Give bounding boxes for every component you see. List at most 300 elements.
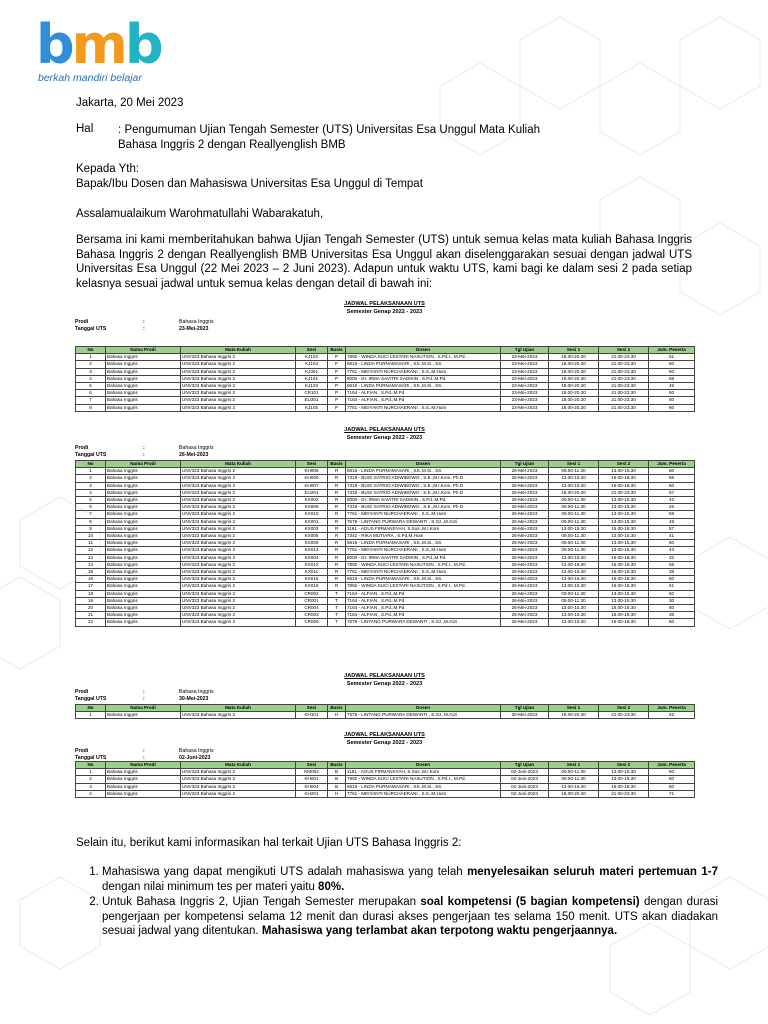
table-cell: Bahasa Inggris bbox=[106, 475, 181, 482]
table-cell: B bbox=[328, 783, 346, 790]
table-cell: 26-Mei-2023 bbox=[501, 576, 549, 583]
column-header: Mata Kuliah bbox=[181, 461, 296, 468]
table-cell: KH007 bbox=[296, 482, 328, 489]
table-cell: 26-Mei-2023 bbox=[501, 497, 549, 504]
prodi-value: Bahasa Inggris bbox=[179, 689, 214, 695]
table-cell: 26-Mei-2023 bbox=[501, 554, 549, 561]
table-cell: P bbox=[328, 375, 346, 382]
table-cell: 13.00-15.30 bbox=[549, 569, 599, 576]
table-cell: 7751 - MEIYANTI NURCHAERANI , S.S.,M.Hum bbox=[346, 368, 501, 375]
table-cell: UNV323 Bahasa Inggris 2 bbox=[181, 547, 296, 554]
table-cell: UNV323 Bahasa Inggris 2 bbox=[181, 612, 296, 619]
table-cell: Bahasa Inggris bbox=[106, 576, 181, 583]
table-cell: 02-Juni-2023 bbox=[501, 783, 549, 790]
table-cell: 26-Mei-2023 bbox=[501, 533, 549, 540]
table-cell: 7318 - BUGI SATRIO ADIWIBOWO , S.E.,M.I.Kom, Ph.D bbox=[346, 489, 501, 496]
table-header-row bbox=[76, 762, 695, 769]
table-cell: 13.00-15.30 bbox=[599, 590, 649, 597]
table-cell: 18 bbox=[76, 590, 106, 597]
table-cell: 60 bbox=[649, 482, 695, 489]
table-cell: R bbox=[328, 569, 346, 576]
table-row bbox=[76, 533, 695, 540]
table-cell: 51 bbox=[649, 354, 695, 361]
table-row bbox=[76, 554, 695, 561]
table-cell: KJ101 bbox=[296, 375, 328, 382]
column-header: No bbox=[76, 461, 106, 468]
table-row bbox=[76, 547, 695, 554]
table-cell: UNV323 Bahasa Inggris 2 bbox=[181, 497, 296, 504]
table-cell: Bahasa Inggris bbox=[106, 482, 181, 489]
table-cell: 09.00-11.30 bbox=[549, 769, 599, 776]
table-row bbox=[76, 561, 695, 568]
table-cell: KJ102 bbox=[296, 354, 328, 361]
tanggal-value: 26-Mei-2023 bbox=[179, 452, 209, 458]
table-cell: 20 bbox=[76, 605, 106, 612]
prodi-colon: : bbox=[143, 689, 145, 695]
schedule-table bbox=[75, 761, 695, 798]
table-cell: 3 bbox=[76, 368, 106, 375]
table-header-row bbox=[76, 461, 695, 468]
table-cell: 16.00-18.30 bbox=[599, 561, 649, 568]
table-cell: R bbox=[328, 468, 346, 475]
table-cell: 13.00-15.30 bbox=[549, 561, 599, 568]
table-cell: UNV323 Bahasa Inggris 2 bbox=[181, 468, 296, 475]
table-cell: UNV323 Bahasa Inggris 2 bbox=[181, 475, 296, 482]
table-cell: 13.00-15.30 bbox=[599, 511, 649, 518]
table-cell: 10 bbox=[76, 533, 106, 540]
table-cell: P bbox=[328, 397, 346, 404]
table-cell: R bbox=[328, 511, 346, 518]
table-cell: 55 bbox=[649, 561, 695, 568]
schedule-subtitle: Semester Genap 2022 - 2023 bbox=[346, 309, 423, 315]
table-cell: 26-Mei-2023 bbox=[501, 518, 549, 525]
table-cell: 23-Mei-2023 bbox=[501, 368, 549, 375]
table-cell: 21.00-23.30 bbox=[599, 390, 649, 397]
table-cell: 43 bbox=[649, 547, 695, 554]
column-header: Sesi 1 bbox=[549, 705, 599, 712]
table-cell: 2 bbox=[76, 361, 106, 368]
table-cell: 26-Mei-2023 bbox=[501, 583, 549, 590]
table-cell: R bbox=[328, 533, 346, 540]
table-row bbox=[76, 605, 695, 612]
table-cell: Bahasa Inggris bbox=[106, 468, 181, 475]
table-cell: 7164 - ALFIAN , S.Pd.,M.Pd bbox=[346, 597, 501, 604]
table-header-row bbox=[76, 705, 695, 712]
table-cell: KX004 bbox=[296, 554, 328, 561]
column-header: Tgl Ujian bbox=[501, 762, 549, 769]
table-cell: 18.00-20.30 bbox=[549, 397, 599, 404]
table-cell: 16.00-18.30 bbox=[599, 569, 649, 576]
table-cell: 13.00-15.30 bbox=[599, 547, 649, 554]
table-cell: 6 bbox=[76, 390, 106, 397]
table-cell: 7318 - BUGI SATRIO ADIWIBOWO , S.E.,M.I.Kom, Ph.D bbox=[346, 504, 501, 511]
table-cell: 21 bbox=[76, 612, 106, 619]
table-cell: Bahasa Inggris bbox=[106, 397, 181, 404]
logo-wordmark: bmb bbox=[36, 13, 161, 76]
table-cell: T bbox=[328, 605, 346, 612]
tanggal-label: Tanggal UTS bbox=[75, 696, 107, 702]
schedule-subtitle: Semester Genap 2022 - 2023 bbox=[346, 681, 423, 687]
table-cell: Bahasa Inggris bbox=[106, 390, 181, 397]
table-cell: 60 bbox=[649, 404, 695, 411]
table-cell: Bahasa Inggris bbox=[106, 597, 181, 604]
table-cell: EU201 bbox=[296, 489, 328, 496]
table-cell: 5 bbox=[76, 497, 106, 504]
table-cell: 6616 - LINDA PURNAMASARI , SS.,M.Si., SS. bbox=[346, 540, 501, 547]
table-row bbox=[76, 569, 695, 576]
table-cell: 50 bbox=[649, 590, 695, 597]
table-cell: 60 bbox=[649, 769, 695, 776]
table-row bbox=[76, 769, 695, 776]
table-cell: Bahasa Inggris bbox=[106, 518, 181, 525]
table-cell: R bbox=[328, 482, 346, 489]
table-cell: UNV323 Bahasa Inggris 2 bbox=[181, 489, 296, 496]
table-cell: UNV323 Bahasa Inggris 2 bbox=[181, 605, 296, 612]
bmb-logo bbox=[36, 13, 161, 90]
table-cell: 7318 - BUGI SATRIO ADIWIBOWO , S.E.,M.I.Kom, Ph.D bbox=[346, 475, 501, 482]
table-cell: 7751 - MEIYANTI NURCHAERANI , S.S.,M.Hum bbox=[346, 404, 501, 411]
table-cell: Bahasa Inggris bbox=[106, 590, 181, 597]
table-cell: 16.00-18.30 bbox=[599, 475, 649, 482]
table-cell: 16.00-18.30 bbox=[599, 554, 649, 561]
column-header: Sesi 1 bbox=[549, 762, 599, 769]
table-cell: B bbox=[328, 776, 346, 783]
tanggal-colon: : bbox=[143, 755, 145, 761]
prodi-label: Prodi bbox=[75, 319, 89, 325]
table-cell: 7 bbox=[76, 397, 106, 404]
info-list bbox=[76, 865, 718, 940]
table-cell: Bahasa Inggris bbox=[106, 605, 181, 612]
column-header: Sesi 2 bbox=[599, 705, 649, 712]
table-cell: 18.00-20.30 bbox=[549, 368, 599, 375]
table-cell: 21.00-23.30 bbox=[599, 383, 649, 390]
table-cell: R bbox=[328, 547, 346, 554]
table-row bbox=[76, 776, 695, 783]
table-cell: 26-Mei-2023 bbox=[501, 605, 549, 612]
table-cell: R bbox=[328, 540, 346, 547]
table-row bbox=[76, 540, 695, 547]
table-cell: 18.00-20.30 bbox=[549, 712, 599, 719]
table-cell: 2 bbox=[76, 776, 106, 783]
table-cell: 16.00-18.30 bbox=[599, 576, 649, 583]
table-cell: 45 bbox=[649, 383, 695, 390]
tanggal-label: Tanggal UTS bbox=[75, 755, 107, 761]
table-cell: 18.00-20.30 bbox=[549, 375, 599, 382]
table-cell: 21.00-23.30 bbox=[599, 489, 649, 496]
table-cell: 1 bbox=[76, 468, 106, 475]
recipient-label: Kepada Yth: bbox=[76, 163, 140, 175]
table-cell: 21.00-23.30 bbox=[599, 375, 649, 382]
table-cell: Bahasa Inggris bbox=[106, 533, 181, 540]
table-cell: KH201 bbox=[296, 790, 328, 797]
recipient-value: Bapak/Ibu Dosen dan Mahasiswa Universitas Esa Unggul di Tempat bbox=[76, 178, 423, 190]
table-cell: 13 bbox=[76, 554, 106, 561]
column-header: Tgl Ujian bbox=[501, 461, 549, 468]
table-cell: KX009 bbox=[296, 540, 328, 547]
table-cell: 13.00-15.30 bbox=[549, 554, 599, 561]
table-cell: Bahasa Inggris bbox=[106, 504, 181, 511]
table-cell: 18.00-20.30 bbox=[549, 489, 599, 496]
table-cell: 6616 - LINDA PURNAMASARI , SS.,M.Si., SS. bbox=[346, 361, 501, 368]
column-header: Sesi bbox=[296, 347, 328, 354]
tanggal-label: Tanggal UTS bbox=[75, 326, 107, 332]
table-row bbox=[76, 612, 695, 619]
table-cell: 26-Mei-2023 bbox=[501, 547, 549, 554]
schedule-title: JADWAL PELAKSANAAN UTS bbox=[344, 427, 425, 433]
column-header: Sesi bbox=[296, 461, 328, 468]
table-cell: Bahasa Inggris bbox=[106, 375, 181, 382]
table-cell: 30 bbox=[649, 597, 695, 604]
table-cell: Bahasa Inggris bbox=[106, 583, 181, 590]
column-header: Mata Kuliah bbox=[181, 762, 296, 769]
table-cell: 09.00-11.30 bbox=[549, 497, 599, 504]
table-row bbox=[76, 354, 695, 361]
table-cell: UNV323 Bahasa Inggris 2 bbox=[181, 397, 296, 404]
tanggal-colon: : bbox=[143, 452, 145, 458]
table-cell: 7164 - ALFIAN , S.Pd.,M.Pd bbox=[346, 590, 501, 597]
table-row bbox=[76, 482, 695, 489]
table-row bbox=[76, 390, 695, 397]
table-cell: 09.00-11.30 bbox=[549, 540, 599, 547]
table-cell: 7164 - ALFIAN , S.Pd.,M.Pd bbox=[346, 397, 501, 404]
table-cell: Bahasa Inggris bbox=[106, 612, 181, 619]
table-cell: 13.00-15.30 bbox=[549, 475, 599, 482]
table-cell: 38 bbox=[649, 569, 695, 576]
table-cell: UNV323 Bahasa Inggris 2 bbox=[181, 540, 296, 547]
table-cell: 09.00-11.30 bbox=[549, 511, 599, 518]
table-row bbox=[76, 518, 695, 525]
table-cell: KH005 bbox=[296, 475, 328, 482]
table-cell: R bbox=[328, 561, 346, 568]
table-cell: 5 bbox=[76, 383, 106, 390]
table-cell: 09.00-11.30 bbox=[549, 590, 599, 597]
table-cell: 13.00-15.30 bbox=[549, 783, 599, 790]
column-header: Sesi bbox=[296, 705, 328, 712]
table-cell: 19 bbox=[76, 597, 106, 604]
table-row bbox=[76, 504, 695, 511]
table-cell: 8000 - Dr. IRMA SAVITRI SADIKIN , S.Pd.,M.Pd. bbox=[346, 375, 501, 382]
tanggal-label: Tanggal UTS bbox=[75, 452, 107, 458]
table-cell: 26-Mei-2023 bbox=[501, 590, 549, 597]
table-cell: UNV323 Bahasa Inggris 2 bbox=[181, 712, 296, 719]
column-header: Sesi 2 bbox=[599, 762, 649, 769]
table-cell: KX019 bbox=[296, 583, 328, 590]
table-cell: KH004 bbox=[296, 783, 328, 790]
table-row bbox=[76, 576, 695, 583]
table-cell: R bbox=[328, 497, 346, 504]
schedule-title: JADWAL PELAKSANAAN UTS bbox=[344, 732, 425, 738]
table-cell: KX003 bbox=[296, 525, 328, 532]
table-cell: 60 bbox=[649, 783, 695, 790]
table-cell: 13.00-15.30 bbox=[549, 605, 599, 612]
prodi-label: Prodi bbox=[75, 689, 89, 695]
table-cell: 16 bbox=[76, 576, 106, 583]
column-header: Nama Prodi bbox=[106, 461, 181, 468]
table-cell: 13.00-15.30 bbox=[549, 525, 599, 532]
table-row bbox=[76, 375, 695, 382]
table-cell: T bbox=[328, 597, 346, 604]
table-cell: UNV323 Bahasa Inggris 2 bbox=[181, 504, 296, 511]
table-cell: KX013 bbox=[296, 547, 328, 554]
table-cell: 4 bbox=[76, 790, 106, 797]
table-cell: 02-Juni-2023 bbox=[501, 769, 549, 776]
intro-paragraph: Bersama ini kami memberitahukan bahwa Ujian Tengah Semester (UTS) untuk semua kelas mata kuliah Bahasa Inggris Bahasa Inggris 2 dengan Reallyenglish BMB Universitas Esa Unggul akan diselenggarakan sesuai dengan jadwal UTS Universitas Esa Unggul (22 Mei 2023 – 2 Juni 2023). Adapun untuk waktu UTS, kami bagi ke dalam sesi 2 pada setiap kelasnya sesuai jadwal untuk semua kelas dengan detail di bawah ini: bbox=[76, 234, 692, 290]
table-cell: 60 bbox=[649, 390, 695, 397]
table-row bbox=[76, 783, 695, 790]
table-cell: UNV323 Bahasa Inggris 2 bbox=[181, 525, 296, 532]
table-row bbox=[76, 511, 695, 518]
prodi-label: Prodi bbox=[75, 748, 89, 754]
table-cell: 23-Mei-2023 bbox=[501, 354, 549, 361]
table-cell: Bahasa Inggris bbox=[106, 619, 181, 626]
table-cell: 23-Mei-2023 bbox=[501, 375, 549, 382]
table-cell: KX010 bbox=[296, 511, 328, 518]
table-cell: 13.00-15.30 bbox=[549, 482, 599, 489]
table-cell: 13.00-15.30 bbox=[599, 504, 649, 511]
table-cell: 61 bbox=[649, 583, 695, 590]
table-cell: 02-Juni-2023 bbox=[501, 776, 549, 783]
table-cell: 14 bbox=[76, 561, 106, 568]
table-cell: UNV323 Bahasa Inggris 2 bbox=[181, 533, 296, 540]
table-cell: 2 bbox=[76, 475, 106, 482]
table-cell: 4 bbox=[76, 489, 106, 496]
table-cell: 62 bbox=[649, 712, 695, 719]
column-header: Sesi 1 bbox=[549, 461, 599, 468]
table-cell: Bahasa Inggris bbox=[106, 712, 181, 719]
table-cell: 60 bbox=[649, 776, 695, 783]
column-header: Dosen bbox=[346, 347, 501, 354]
table-cell: 41 bbox=[649, 533, 695, 540]
table-cell: P bbox=[328, 390, 346, 397]
table-row bbox=[76, 383, 695, 390]
table-cell: 7751 - MEIYANTI NURCHAERANI , S.S.,M.Hum bbox=[346, 569, 501, 576]
table-cell: 13.00-15.30 bbox=[549, 576, 599, 583]
table-row bbox=[76, 525, 695, 532]
schedule-title: JADWAL PELAKSANAAN UTS bbox=[344, 673, 425, 679]
table-cell: 16.00-18.30 bbox=[599, 619, 649, 626]
table-cell: Bahasa Inggris bbox=[106, 569, 181, 576]
table-cell: Bahasa Inggris bbox=[106, 554, 181, 561]
table-cell: UNV323 Bahasa Inggris 2 bbox=[181, 569, 296, 576]
table-cell: 23-Mei-2023 bbox=[501, 361, 549, 368]
table-cell: 30-Mei-2023 bbox=[501, 712, 549, 719]
table-cell: 6616 - LINDA PURNAMASARI , SS.,M.Si., SS. bbox=[346, 783, 501, 790]
table-cell: Bahasa Inggris bbox=[106, 540, 181, 547]
table-cell: KJ301 bbox=[296, 368, 328, 375]
table-cell: 21.00-23.30 bbox=[599, 361, 649, 368]
prodi-label: Prodi bbox=[75, 445, 89, 451]
table-cell: UNV323 Bahasa Inggris 2 bbox=[181, 404, 296, 411]
table-cell: 1 bbox=[76, 712, 106, 719]
table-cell: UNV323 Bahasa Inggris 2 bbox=[181, 776, 296, 783]
table-cell: 21.00-23.30 bbox=[599, 354, 649, 361]
table-cell: 09.00-11.30 bbox=[549, 468, 599, 475]
table-cell: 60 bbox=[649, 576, 695, 583]
table-cell: P bbox=[328, 361, 346, 368]
table-cell: P bbox=[328, 368, 346, 375]
greeting: Assalamualaikum Warohmatullahi Wabarakatuh, bbox=[76, 208, 324, 220]
table-cell: 42 bbox=[649, 497, 695, 504]
table-cell: R bbox=[328, 489, 346, 496]
table-row bbox=[76, 361, 695, 368]
table-cell: 3 bbox=[76, 783, 106, 790]
table-cell: 26-Mei-2023 bbox=[501, 475, 549, 482]
table-cell: CR004 bbox=[296, 605, 328, 612]
table-cell: 13.00-15.30 bbox=[599, 597, 649, 604]
table-cell: 26-Mei-2023 bbox=[501, 511, 549, 518]
table-cell: 26-Mei-2023 bbox=[501, 569, 549, 576]
table-cell: R bbox=[328, 554, 346, 561]
table-cell: 09.00-11.30 bbox=[549, 597, 599, 604]
table-cell: 3 bbox=[76, 482, 106, 489]
table-cell: CR001 bbox=[296, 597, 328, 604]
table-cell: UNV323 Bahasa Inggris 2 bbox=[181, 597, 296, 604]
table-cell: 13.00-15.30 bbox=[599, 497, 649, 504]
table-cell: Bahasa Inggris bbox=[106, 383, 181, 390]
table-cell: CR101 bbox=[296, 390, 328, 397]
column-header: Dosen bbox=[346, 461, 501, 468]
info-item: 2. Untuk Bahasa Inggris 2, Ujian Tengah Semester merupakan soal kompetensi (5 bagian kompetensi) dengan durasi pengerjaan per kompetensi selama 12 menit dan durasi akses pengerjaan tes selama 150 menit. UTS akan diadakan sesuai jadwal yang ditentukan. Mahasiswa yang terlambat akan terpotong waktu pengerjaannya. bbox=[102, 895, 718, 939]
schedule-table bbox=[75, 460, 695, 627]
table-cell: 7164 - ALFIAN , S.Pd.,M.Pd bbox=[346, 612, 501, 619]
column-header: Tgl Ujian bbox=[501, 705, 549, 712]
table-cell: 16.00-18.30 bbox=[599, 605, 649, 612]
table-cell: 18.00-20.30 bbox=[549, 361, 599, 368]
table-cell: UNV323 Bahasa Inggris 2 bbox=[181, 511, 296, 518]
table-cell: Bahasa Inggris bbox=[106, 354, 181, 361]
table-cell: B bbox=[328, 769, 346, 776]
table-row bbox=[76, 368, 695, 375]
table-row bbox=[76, 397, 695, 404]
column-header: No bbox=[76, 347, 106, 354]
table-cell: 13.00-15.30 bbox=[599, 533, 649, 540]
table-cell: Bahasa Inggris bbox=[106, 404, 181, 411]
table-cell: 26-Mei-2023 bbox=[501, 561, 549, 568]
table-cell: 6616 - LINDA PURNAMASARI , SS.,M.Si., SS. bbox=[346, 576, 501, 583]
tanggal-colon: : bbox=[143, 696, 145, 702]
table-row bbox=[76, 597, 695, 604]
column-header: Mata Kuliah bbox=[181, 705, 296, 712]
table-cell: 16.00-18.30 bbox=[599, 612, 649, 619]
column-header: Basis bbox=[328, 347, 346, 354]
column-header: Nama Prodi bbox=[106, 705, 181, 712]
table-cell: 26-Mei-2023 bbox=[501, 612, 549, 619]
column-header: No bbox=[76, 705, 106, 712]
table-cell: 13.00-15.30 bbox=[549, 619, 599, 626]
table-cell: 60 bbox=[649, 368, 695, 375]
table-cell: UNV323 Bahasa Inggris 2 bbox=[181, 576, 296, 583]
table-cell: 18.00-20.30 bbox=[549, 354, 599, 361]
table-cell: 16.00-18.30 bbox=[599, 482, 649, 489]
table-cell: KX011 bbox=[296, 569, 328, 576]
table-cell: 22 bbox=[76, 619, 106, 626]
table-cell: KX005 bbox=[296, 533, 328, 540]
schedule-meta bbox=[75, 319, 694, 335]
table-cell: UNV323 Bahasa Inggris 2 bbox=[181, 390, 296, 397]
table-cell: R bbox=[328, 525, 346, 532]
column-header: Tgl Ujian bbox=[501, 347, 549, 354]
column-header: Mata Kuliah bbox=[181, 347, 296, 354]
column-header: No bbox=[76, 762, 106, 769]
table-cell: UNV323 Bahasa Inggris 2 bbox=[181, 482, 296, 489]
table-cell: 26-Mei-2023 bbox=[501, 482, 549, 489]
table-cell: 8 bbox=[76, 518, 106, 525]
table-cell: 23-Mei-2023 bbox=[501, 383, 549, 390]
column-header: Jum. Peserta bbox=[649, 705, 695, 712]
table-cell: 21.00-23.30 bbox=[599, 404, 649, 411]
table-cell: 02-Juni-2023 bbox=[501, 790, 549, 797]
table-row bbox=[76, 790, 695, 797]
